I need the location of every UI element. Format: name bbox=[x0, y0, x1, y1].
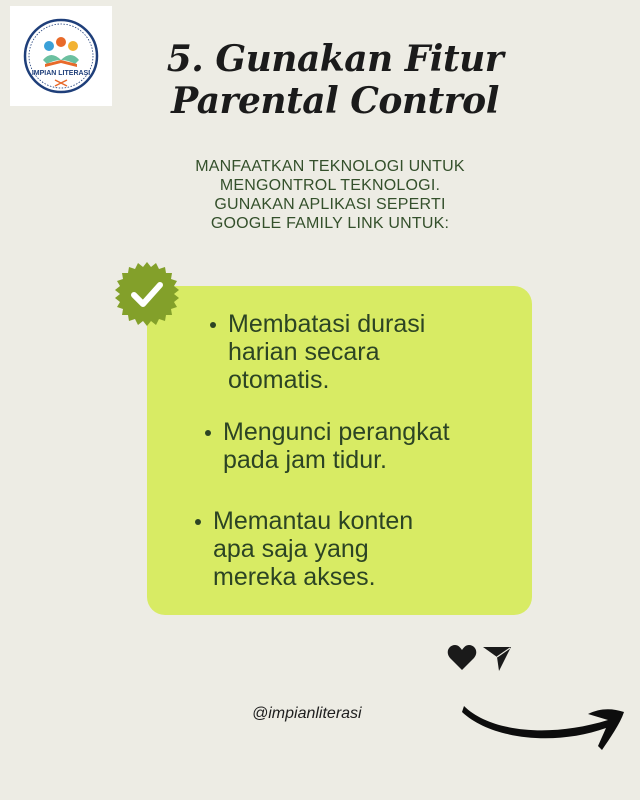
subtitle-line-3: GUNAKAN APLIKASI SEPERTI bbox=[214, 196, 446, 213]
subtitle-line-4: GOOGLE FAMILY LINK UNTUK: bbox=[210, 215, 450, 232]
social-handle: @impianliterasi bbox=[252, 705, 362, 722]
list-item: Memantau konten apa saja yang mereka akses. bbox=[213, 507, 493, 591]
title-line-1: 5. Gunakan Fitur bbox=[166, 38, 504, 80]
impian-literasi-logo-icon bbox=[21, 16, 101, 96]
check-badge-icon bbox=[114, 261, 180, 327]
svg-text:IMPIAN LITERASI: IMPIAN LITERASI bbox=[31, 70, 91, 77]
page-title bbox=[140, 38, 530, 122]
subtitle-line-1: MANFAATKAN TEKNOLOGI UNTUK bbox=[195, 158, 465, 175]
subtitle bbox=[150, 157, 510, 233]
subtitle-line-2: MENGONTROL TEKNOLOGI. bbox=[219, 177, 441, 194]
bullet-dot bbox=[210, 322, 216, 328]
bullet-dot bbox=[195, 519, 201, 525]
arrow-right-icon bbox=[460, 698, 630, 760]
title-line-2: Parental Control bbox=[171, 80, 499, 122]
list-item: Membatasi durasi harian secara otomatis. bbox=[228, 310, 488, 394]
list-item: Mengunci perangkat pada jam tidur. bbox=[223, 418, 513, 474]
send-icon[interactable] bbox=[483, 645, 511, 671]
bullet-dot bbox=[205, 430, 211, 436]
social-actions bbox=[447, 645, 511, 671]
logo bbox=[10, 6, 112, 106]
heart-icon[interactable] bbox=[447, 645, 477, 671]
